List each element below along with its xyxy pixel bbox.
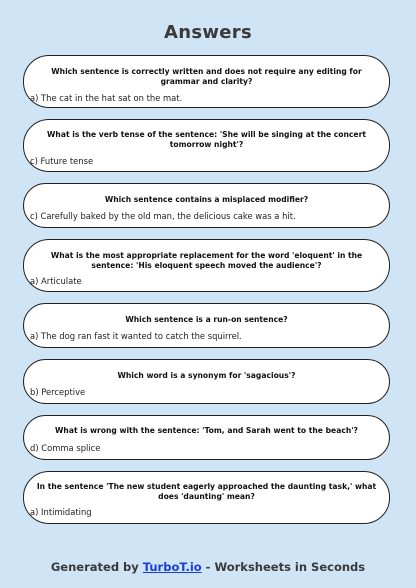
- footer: [0, 560, 416, 574]
- question-text: Which word is a synonym for 'sagacious'?: [117, 371, 296, 380]
- question-text: Which sentence contains a misplaced modifier?: [104, 195, 309, 204]
- answer-text: a) Intimidating: [30, 507, 92, 517]
- question-text: Which sentence is a run-on sentence?: [125, 315, 288, 324]
- question-text: What is wrong with the sentence: 'Tom, and Sarah went to the beach'?: [55, 426, 358, 435]
- answer-card-6: [23, 359, 390, 404]
- answer-text: c) Future tense: [30, 156, 94, 166]
- question-text: What is the most appropriate replacement for the word 'eloquent' in the sentence: 'His eloquent speech moved the audience'?: [50, 251, 363, 270]
- answer-card-4: [23, 239, 390, 292]
- question-text: In the sentence 'The new student eagerly approached the daunting task,' what does 'daunting' mean?: [36, 482, 377, 501]
- answer-text: b) Perceptive: [30, 387, 86, 397]
- page-title: Answers: [164, 22, 252, 43]
- answer-card-1: [23, 55, 390, 108]
- footer-prefix: Generated by: [50, 560, 143, 574]
- answer-card-7: [23, 415, 390, 460]
- answer-card-3: [23, 183, 390, 228]
- answer-text: d) Comma splice: [30, 443, 101, 453]
- answer-card-8: [23, 471, 390, 524]
- answer-text: a) The cat in the hat sat on the mat.: [30, 93, 183, 103]
- question-text: Which sentence is correctly written and does not require any editing for grammar and clarity?: [51, 67, 362, 86]
- answer-card-2: [23, 119, 390, 172]
- footer-suffix: - Worksheets in Seconds: [201, 560, 366, 574]
- answer-text: c) Carefully baked by the old man, the delicious cake was a hit.: [30, 211, 296, 221]
- question-text: What is the verb tense of the sentence: 'She will be singing at the concert tomorrow night'?: [47, 130, 366, 149]
- answer-text: a) The dog ran fast it wanted to catch the squirrel.: [30, 331, 242, 341]
- answer-text: a) Articulate: [30, 276, 82, 286]
- brand-link[interactable]: TurboT.io: [142, 560, 202, 574]
- answer-card-5: [23, 303, 390, 348]
